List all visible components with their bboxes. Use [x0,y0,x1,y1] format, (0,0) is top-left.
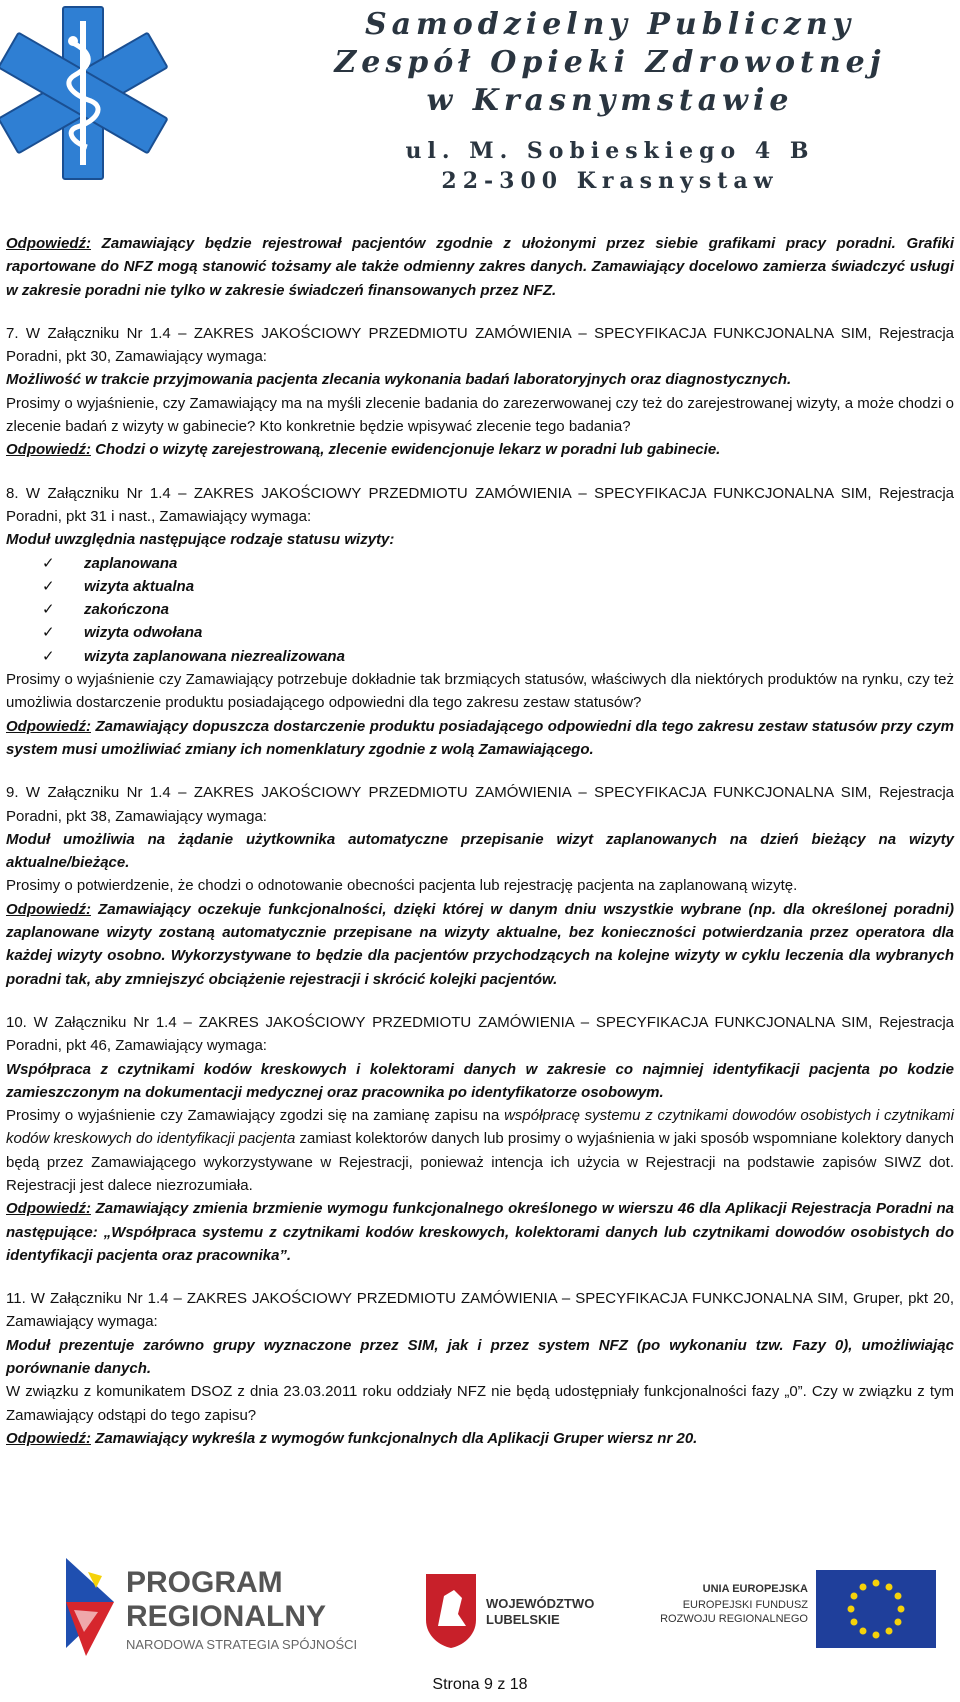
lubelskie-logo [420,1570,620,1650]
eu-line-3: ROZWOJU REGIONALNEGO [660,1613,808,1625]
question-9-text: Prosimy o potwierdzenie, że chodzi o odnotowanie obecności pacjenta lub rejestrację pacjenta na zaplanowaną wizytę. [6,877,798,895]
question-8-answer [6,715,954,762]
organization-name [300,6,920,196]
eu-line-2: EUROPEJSKI FUNDUSZ [682,1599,808,1611]
answer-text: Zamawiający zmienia brzmienie wymogu funkcjonalnego określonego w wierszu 46 dla Aplikacji Rejestracja Poradni na następujące: „Współpraca systemu z czytnikami kodów kreskowych, kolektorami danych lub czytnikami dowodów osobistych do identyfikacji pacjenta oraz pracownika”. [6,1200,954,1264]
check-icon: ✓ [42,624,55,642]
list-item [42,552,954,575]
status-label: zaplanowana [84,554,178,572]
check-icon: ✓ [42,647,55,665]
program-line-1: PROGRAM [126,1566,283,1599]
visit-status-list [6,552,954,668]
eu-flag-logo [660,1566,940,1650]
question-11-text: W związku z komunikatem DSOZ z dnia 23.03.2011 roku oddziały NFZ nie będą udostępniały funkcjonalności fazy „0”. Czy w związku z tym Zamawiający odstąpi do tego zapisu? [6,1383,954,1424]
question-10-text [6,1104,954,1197]
intro-text: 8. W Załączniku Nr 1.4 – ZAKRES JAKOŚCIOWY PRZEDMIOTU ZAMÓWIENIA – SPECYFIKACJA FUNKCJONALNA SIM, Rejestracja Poradni, pkt 31 i nast. [6,484,954,525]
org-address-street: ul. M. Sobieskiego 4 B [405,138,815,164]
answer-text: Zamawiający będzie rejestrował pacjentów zgodnie z ułożonymi przez siebie grafikami pracy poradni. Grafiki raportowane do NFZ mogą stanowić tożsamy ale także odmienny zakres danych. Zamawiający docelowo zamierza świadczyć usługi w zakresie poradni nie tylko w zakresie świadczeń finansowanych przez NFZ. [6,235,954,299]
answer-label: Odpowiedź: [6,441,91,459]
answer-label: Odpowiedź: [6,1200,91,1218]
question-7-answer [6,438,954,461]
check-icon: ✓ [42,554,55,572]
letterhead [0,0,960,194]
org-name-line-3: w Krasnymstawie [426,83,794,118]
lubelskie-line-1: WOJEWÓDZTWO [486,1596,595,1611]
status-label: wizyta zaplanowana niezrealizowana [84,647,345,665]
quoted-proposal: współpracę systemu z czytnikami dowodów osobistych i czytnikami kodów kreskowych do identyfikacji pacjenta [6,1107,954,1148]
answer-text: Zamawiający dopuszcza dostarczenie produktu posiadającego odpowiedni dla tego zakresu zestaw statusów przy czym system musi umożliwiać zmiany ich nomenklatury zgodnie z wolą Zamawiającego. [6,717,954,758]
eu-line-1: UNIA EUROPEJSKA [702,1583,808,1595]
question-11-requirement: Moduł prezentuje zarówno grupy wyznaczone przez SIM, jak i przez system NFZ (po wykonaniu tzw. Fazy 0), umożliwiając porównanie danych. [6,1336,954,1378]
program-regionalny-logo [58,1552,378,1662]
question-8-requirement: Moduł uwzględnia następujące rodzaje statusu wizyty: [6,531,395,549]
question-10-requirement: Współpraca z czytnikami kodów kreskowych i kolektorami danych w zakresie co najmniej identyfikacji pacjenta po kodzie zamieszczonym na dokumentacji medycznej oraz pracownika po identyfikatorze osobowym. [6,1060,954,1101]
question-9-answer [6,898,954,991]
status-label: wizyta odwołana [84,624,203,642]
question-text-tail: zamiast kolektorów danych lub prosimy o wyjaśnienia w jaki sposób wspomniane kolektory danych będą przez Zamawiającego wykorzystywane w Rejestracji, ponieważ intencja ich użycia w Rejestracji na podstawie zapisów SIWZ dot. Rejestracji jest dalece niezrozumiała. [6,1130,954,1194]
answer-label: Odpowiedź: [6,235,91,252]
question-8-text: Prosimy o wyjaśnienie czy Zamawiający potrzebuje dokładnie tak brzmiących statusów, właściwych dla niektórych produktów na rynku, czy też umożliwia dostarczenie produktu posiadającego odpowiedni dla tego zakresu zestaw statusów? [6,671,954,712]
question-9-intro: 9. W Załączniku Nr 1.4 – ZAKRES JAKOŚCIOWY PRZEDMIOTU ZAMÓWIENIA – SPECYFIKACJA FUNKCJONALNA SIM, Rejestracja Poradni, pkt 38, Zamawiający wymaga: [6,784,954,825]
org-address-city: 22-300 Krasnystaw [441,168,779,194]
org-name-line-2: Zespół Opieki Zdrowotnej [334,45,886,80]
question-11-intro: 11. W Załączniku Nr 1.4 – ZAKRES JAKOŚCIOWY PRZEDMIOTU ZAMÓWIENIA – SPECYFIKACJA FUNKCJONALNA SIM, Gruper, pkt 20, Zamawiający wymaga: [6,1290,954,1331]
question-9-requirement: Moduł umożliwia na żądanie użytkownika automatyczne przepisanie wizyt zaplanowanych na dzień bieżący na wizyty aktualne/bieżące. [6,830,954,872]
program-line-3: NARODOWA STRATEGIA SPÓJNOŚCI [126,1637,358,1652]
question-7-requirement: Możliwość w trakcie przyjmowania pacjenta zlecania wykonania badań laboratoryjnych oraz diagnostycznych. [6,371,792,389]
question-text: Prosimy o wyjaśnienie czy Zamawiający zgodzi się na zamianę zapisu na [6,1107,505,1125]
footer-logos [0,1552,960,1664]
page-number: Strona 9 z 18 [432,1676,528,1693]
answer-text: Zamawiający oczekuje funkcjonalności, dzięki której w danym dniu wszystkie wybrane (np. dla określonej poradni) zaplanowane wizyty zostaną automatycznie przepisane na wizyty aktualne, bez konieczności potwierdzania przez operatora dla każdej wizyty osobno. Wykorzystywane to będzie dla pacjentów przychodzących na kolejne wizyty w cyklu leczenia dla wybranych poradni tak, aby zmniejszyć obciążenie rejestracji i skrócić kolejki pacjentów. [6,900,954,988]
answer-label: Odpowiedź: [6,900,91,918]
list-item [42,645,954,668]
check-icon: ✓ [42,601,55,619]
intro-tail: , Zamawiający wymaga: [151,507,312,525]
answer-text: Zamawiający wykreśla z wymogów funkcjonalnych dla Aplikacji Gruper wiersz nr 20. [91,1429,698,1447]
org-name-line-1: Samodzielny Publiczny [364,7,856,42]
question-10-intro: 10. W Załączniku Nr 1.4 – ZAKRES JAKOŚCIOWY PRZEDMIOTU ZAMÓWIENIA – SPECYFIKACJA FUNKCJONALNA SIM, Rejestracja Poradni, pkt 46, Zamawiający wymaga: [6,1013,954,1055]
question-10-answer [6,1197,954,1267]
status-label: wizyta aktualna [84,577,195,595]
list-item [42,598,954,621]
question-8-intro [6,482,954,529]
program-line-2: REGIONALNY [126,1600,327,1633]
answer-paragraph [6,232,954,302]
answer-text: Chodzi o wizytę zarejestrowaną, zlecenie ewidencjonuje lekarz w poradni lub gabinecie. [91,441,721,459]
answer-label: Odpowiedź: [6,717,91,735]
list-item [42,621,954,644]
check-icon: ✓ [42,577,55,595]
answer-label: Odpowiedź: [6,1429,91,1447]
star-of-life-icon [2,4,164,182]
list-item [42,575,954,598]
document-body [6,232,954,1450]
status-label: zakończona [84,601,170,619]
question-7-intro: 7. W Załączniku Nr 1.4 – ZAKRES JAKOŚCIOWY PRZEDMIOTU ZAMÓWIENIA – SPECYFIKACJA FUNKCJONALNA SIM, Rejestracja Poradni, pkt 30, Zamawiający wymaga: [6,324,954,366]
question-7-text: Prosimy o wyjaśnienie, czy Zamawiający ma na myśli zlecenie badania do zarezerwowanej czy też do zarejestrowanej wizyty, a może chodzi o zlecenie badań z wizyty w gabinecie? Kto konkretnie będzie wpisywać zlecenie tego badania? [6,394,954,436]
lubelskie-line-2: LUBELSKIE [486,1612,560,1627]
question-11-answer [6,1427,954,1450]
